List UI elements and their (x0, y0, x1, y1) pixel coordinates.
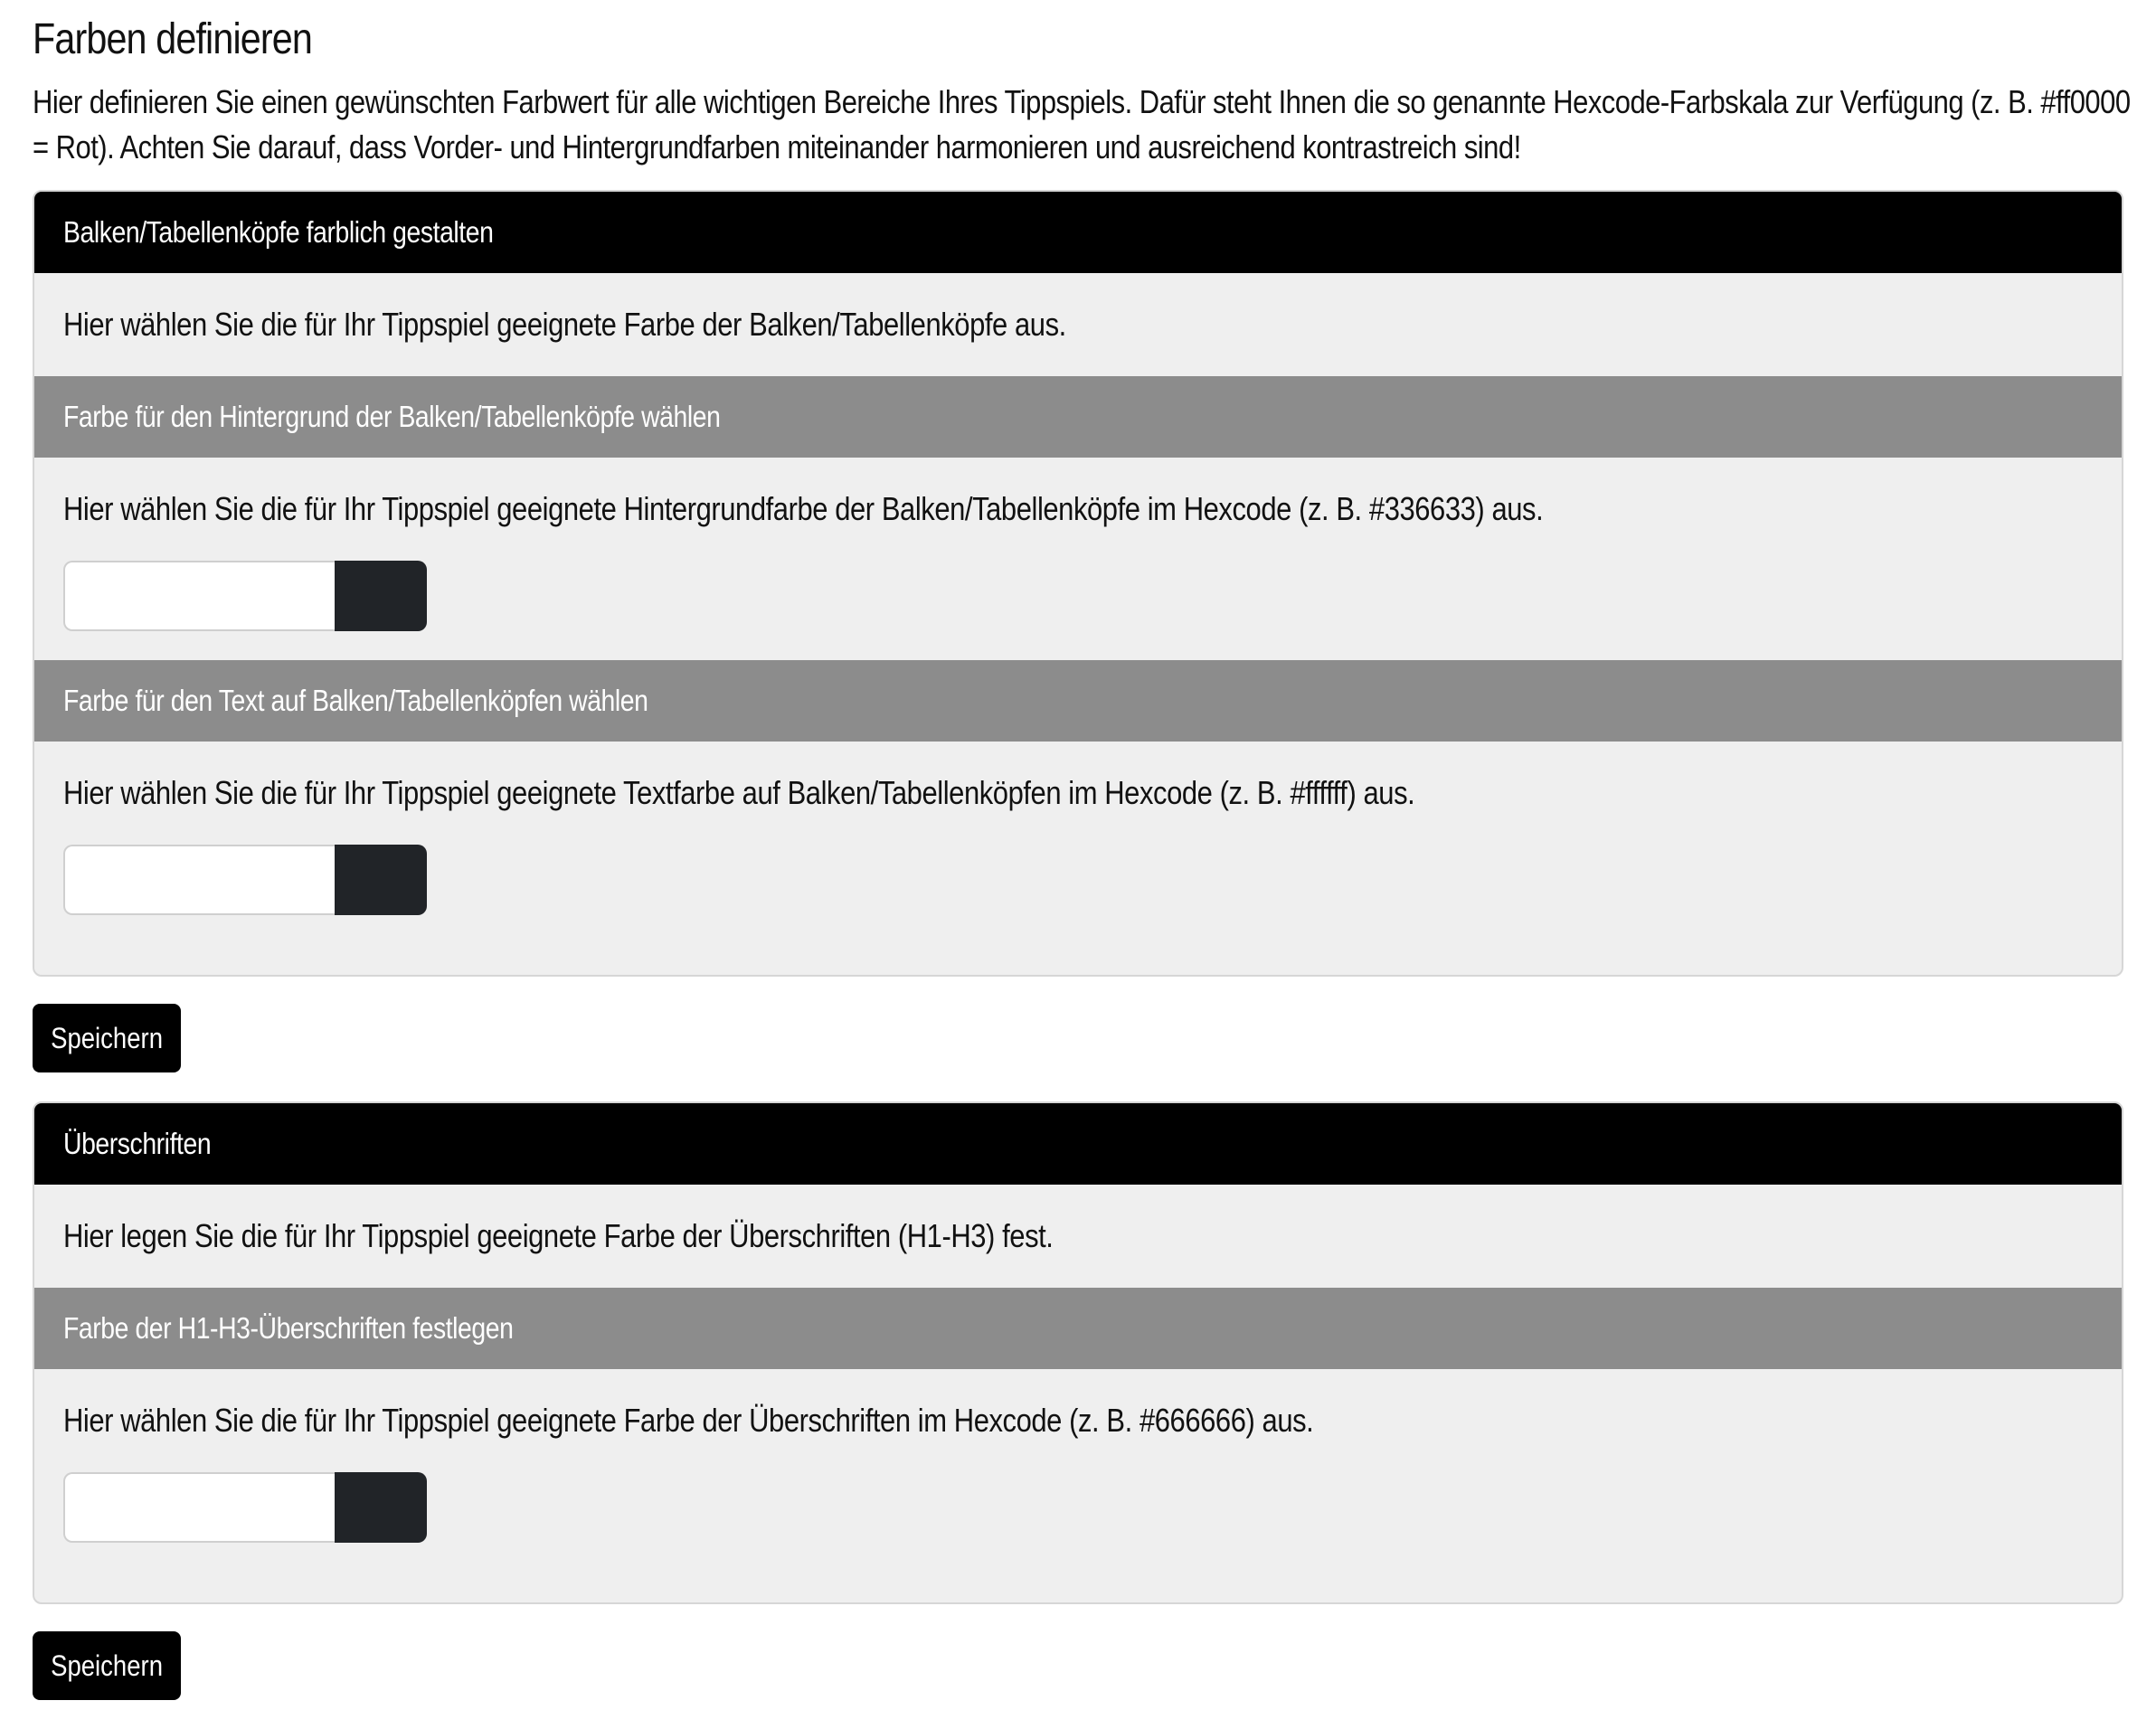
bar-text-color-picker (63, 845, 427, 915)
headings-color-swatch[interactable] (335, 1472, 427, 1543)
headings-color-input[interactable] (63, 1472, 335, 1543)
field-help-text: Hier wählen Sie die für Ihr Tippspiel geeignete Textfarbe auf Balken/Tabellenköpfen im Hexcode (z. B. #ffffff) aus. (63, 774, 1415, 811)
bar-background-color-picker (63, 561, 427, 631)
save-button[interactable] (33, 1004, 181, 1072)
card-spacer (34, 944, 2122, 975)
field-label-headings (34, 1288, 2122, 1369)
headings-color-picker (63, 1472, 427, 1543)
field-label-text: Farbe der H1-H3-Überschriften festlegen (63, 1311, 514, 1345)
field-label-text: Farbe für den Text auf Balken/Tabellenköpfen wählen (63, 684, 648, 717)
bar-background-color-swatch[interactable] (335, 561, 427, 631)
card-header-title: Überschriften (63, 1127, 212, 1160)
card-header (34, 1103, 2122, 1185)
page-intro: Hier definieren Sie einen gewünschten Farbwert für alle wichtigen Bereiche Ihres Tippspiels. Dafür steht Ihnen die so genannte Hexcode-Farbskala zur Verfügung (z. B. #ff0000 = Rot). Achten Sie darauf, dass Vorder- und Hintergrundfarben miteinander harmonieren und ausreichend kontrastreich sind! (33, 83, 2131, 165)
card-description (34, 273, 2122, 376)
field-help-headings (34, 1369, 2122, 1472)
card-header-title: Balken/Tabellenköpfe farblich gestalten (63, 215, 494, 249)
field-help-text: Hier wählen Sie die für Ihr Tippspiel geeignete Hintergrundfarbe der Balken/Tabellenköpfe im Hexcode (z. B. #336633) aus. (63, 490, 1544, 527)
headings-card (33, 1101, 2123, 1604)
card-header (34, 192, 2122, 273)
field-label-text: Farbe für den Hintergrund der Balken/Tabellenköpfe wählen (63, 400, 721, 433)
field-help-bar-text (34, 742, 2122, 845)
card-description-text: Hier wählen Sie die für Ihr Tippspiel geeignete Farbe der Balken/Tabellenköpfe aus. (63, 306, 1066, 343)
bar-background-color-input[interactable] (63, 561, 335, 631)
save-button-label: Speichern (51, 1649, 163, 1682)
field-help-bar-background (34, 458, 2122, 561)
card-description-text: Hier legen Sie die für Ihr Tippspiel geeignete Farbe der Überschriften (H1-H3) fest. (63, 1217, 1054, 1254)
bar-text-color-input[interactable] (63, 845, 335, 915)
save-button-label: Speichern (51, 1021, 163, 1054)
page-title: Farben definieren (33, 15, 312, 63)
card-spacer (34, 1572, 2122, 1602)
card-description (34, 1185, 2122, 1288)
bar-text-color-swatch[interactable] (335, 845, 427, 915)
field-help-text: Hier wählen Sie die für Ihr Tippspiel geeignete Farbe der Überschriften im Hexcode (z. B. #666666) aus. (63, 1402, 1314, 1439)
field-label-bar-text (34, 660, 2122, 742)
save-button[interactable] (33, 1631, 181, 1700)
field-label-bar-background (34, 376, 2122, 458)
bars-table-headers-card (33, 190, 2123, 977)
